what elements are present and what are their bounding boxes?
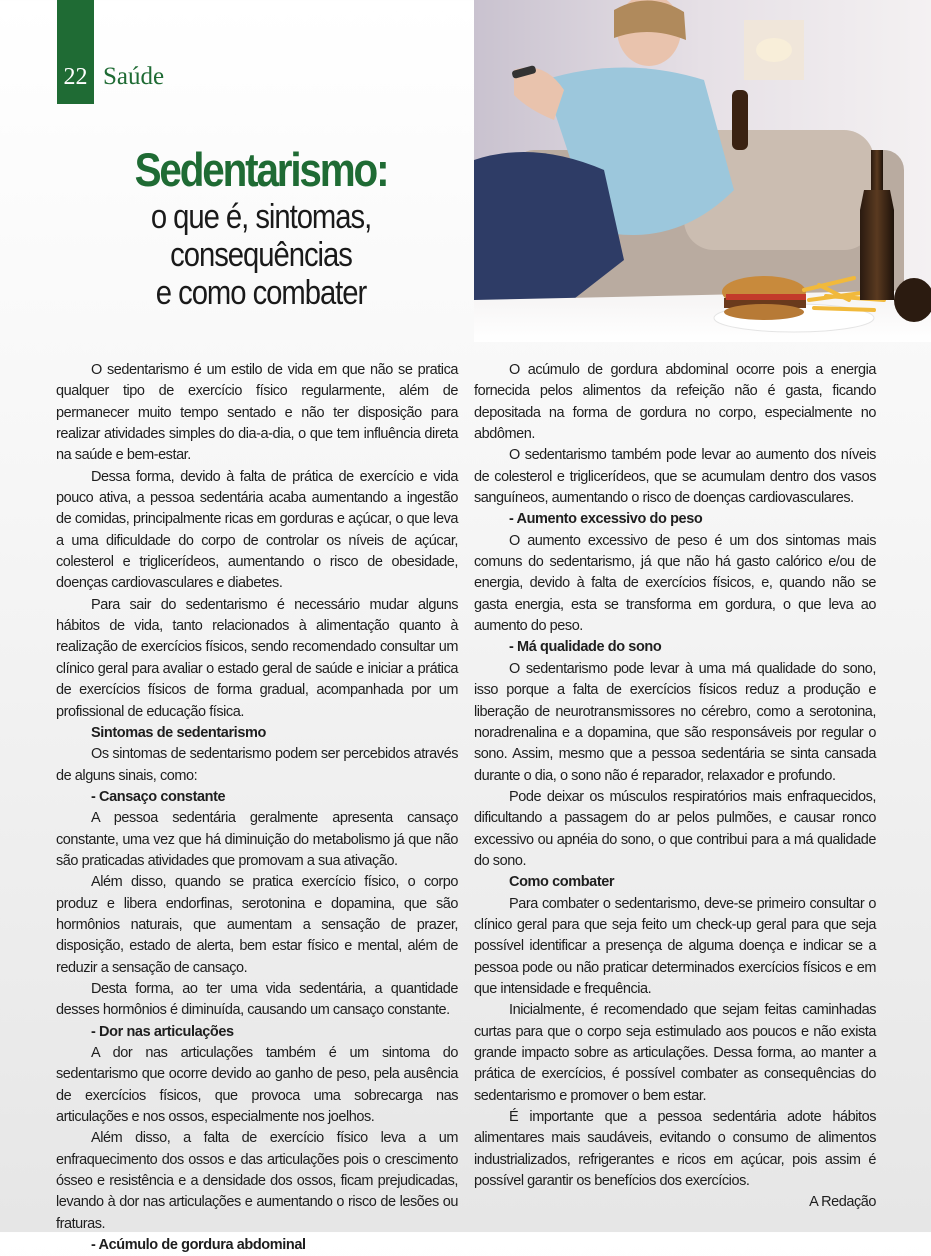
paragraph: A dor nas articulações também é um sintoma do sedentarismo que ocorre devido ao ganho de peso, pela ausência de exercícios físicos, que provoca uma sobrecarga nas articulações e nos ossos, especialmente nos joelhos. (56, 1045, 458, 1126)
paragraph: O acúmulo de gordura abdominal ocorre pois a energia fornecida pelos alimentos da refeição não é gasta, ficando depositada na forma de gordura no corpo, especialmente no abdômen. (474, 362, 876, 443)
section-label: Saúde (103, 63, 165, 90)
woman-on-sofa-photo (474, 0, 931, 342)
paragraph: Inicialmente, é recomendado que sejam feitas caminhadas curtas para que o corpo seja estimulado aos poucos e não exista grande impacto sobre as articulações. Dessa forma, ao manter a prática de exercícios, é possível combater as consequências do sedentarismo e promover o bem estar. (474, 1002, 876, 1104)
paragraph: Para sair do sedentarismo é necessário mudar alguns hábitos de vida, tanto relacionados à alimentação quanto à realização de exercícios físicos, sendo recomendado consultar um clínico geral para avaliar o estado geral de saúde e iniciar a prática de exercícios físicos de forma gradual, acompanhada por um profissional de educação física. (56, 596, 458, 720)
author-signature: A Redação (809, 1194, 876, 1211)
paragraph: Para combater o sedentarismo, deve-se primeiro consultar o clínico geral para que seja feito um check-up geral para que seja possível identificar a presença de alguma doença e indicar se a pessoa pode ou não praticar determinados exercícios físicos e em que intensidade e frequência. (474, 895, 876, 997)
paragraph: O sedentarismo pode levar à uma má qualidade do sono, isso porque a falta de exercícios físicos reduz a produção e liberação de neurotransmissores no cérebro, como a serotonina, noradrenalina e a dopamina, que são responsáveis por regular o sono. Assim, mesmo que a pessoa sedentária se sinta cansada durante o dia, o sono não é reparador, relaxador e profundo. (474, 660, 876, 784)
subtitle-line-1: o que é, sintomas, (150, 198, 372, 236)
article-column-left (56, 360, 458, 1256)
paragraph: Dessa forma, devido à falta de prática de exercício e vida pouco ativa, a pessoa sedentária acaba aumentando a ingestão de comidas, principalmente ricas em gorduras e açúcar, o que leva a uma dificuldade do corpo de controlar os níveis de açúcar, colesterol e triglicerídeos, aumentando o risco de obesidade, doenças cardiovasculares e diabetes. (56, 468, 458, 592)
subtitle-line-2: consequências (170, 236, 352, 274)
article-title-block (60, 142, 462, 312)
subheading-dor: - Dor nas articulações (91, 1023, 234, 1040)
paragraph: Além disso, quando se pratica exercício físico, o corpo produz e libera endorfinas, serotonina e dopamina, que são hormônios naturais, que aumentam a sensação de prazer, disposição, estado de alerta, bem estar físico e mental, além de reduzir a sensação de cansaço. (56, 874, 458, 976)
subheading-combater: Como combater (509, 874, 615, 891)
paragraph: O aumento excessivo de peso é um dos sintomas mais comuns do sedentarismo, já que não há gasto calórico e/ou de energia, devido à falta de exercícios físicos, e, quando não se gasta energia, esta se transforma em gordura, o que leva ao aumento do peso. (474, 532, 876, 635)
paragraph: Pode deixar os músculos respiratórios mais enfraquecidos, dificultando a passagem do ar pelos pulmões, e causar ronco excessivo ou apnéia do sono, o que contribui para a má qualidade do sono. (474, 788, 876, 869)
paragraph: Desta forma, ao ter uma vida sedentária, a quantidade desses hormônios é diminuída, causando um cansaço constante. (56, 980, 458, 1019)
subtitle-line-3: e como combater (155, 274, 367, 312)
subheading-gordura: - Acúmulo de gordura abdominal (91, 1237, 306, 1254)
paragraph: Os sintomas de sedentarismo podem ser percebidos através de alguns sinais, como: (56, 746, 458, 784)
subheading-peso: - Aumento excessivo do peso (509, 511, 703, 528)
paragraph: É importante que a pessoa sedentária adote hábitos alimentares mais saudáveis, evitando o consumo de alimentos industrializados, refrigerantes e ricos em açúcar, pois assim é possível garantir os benefícios dos exercícios. (474, 1109, 876, 1190)
article-title: Sedentarismo: (134, 143, 388, 196)
article-column-right (474, 360, 876, 1214)
subheading-cansaco: - Cansaço constante (91, 788, 226, 805)
paragraph: Além disso, a falta de exercício físico leva a um enfraquecimento dos ossos e das articulações pois o crescimento ósseo e resistência e a densidade dos ossos, ficam prejudicadas, levando à dor nas articulações e aumentando o risco de lesões ou fraturas. (56, 1130, 458, 1232)
page-number: 22 (63, 64, 88, 90)
subheading-sintomas: Sintomas de sedentarismo (91, 724, 266, 741)
paragraph: O sedentarismo é um estilo de vida em que não se pratica qualquer tipo de exercício físico regularmente, além de permanecer muito tempo sentado e não ter disposição para realizar atividades simples do dia-a-dia, o que tem influência direta na saúde e bem-estar. (56, 362, 458, 464)
paragraph: A pessoa sedentária geralmente apresenta cansaço constante, uma vez que há diminuição do metabolismo já que não são praticadas atividades que promovam a sua ativação. (56, 810, 458, 869)
subheading-sono: - Má qualidade do sono (509, 639, 662, 656)
paragraph: O sedentarismo também pode levar ao aumento dos níveis de colesterol e triglicerídeos, que se acumulam dentro dos vasos sanguíneos, aumentando o risco de doenças cardiovasculares. (474, 447, 876, 507)
